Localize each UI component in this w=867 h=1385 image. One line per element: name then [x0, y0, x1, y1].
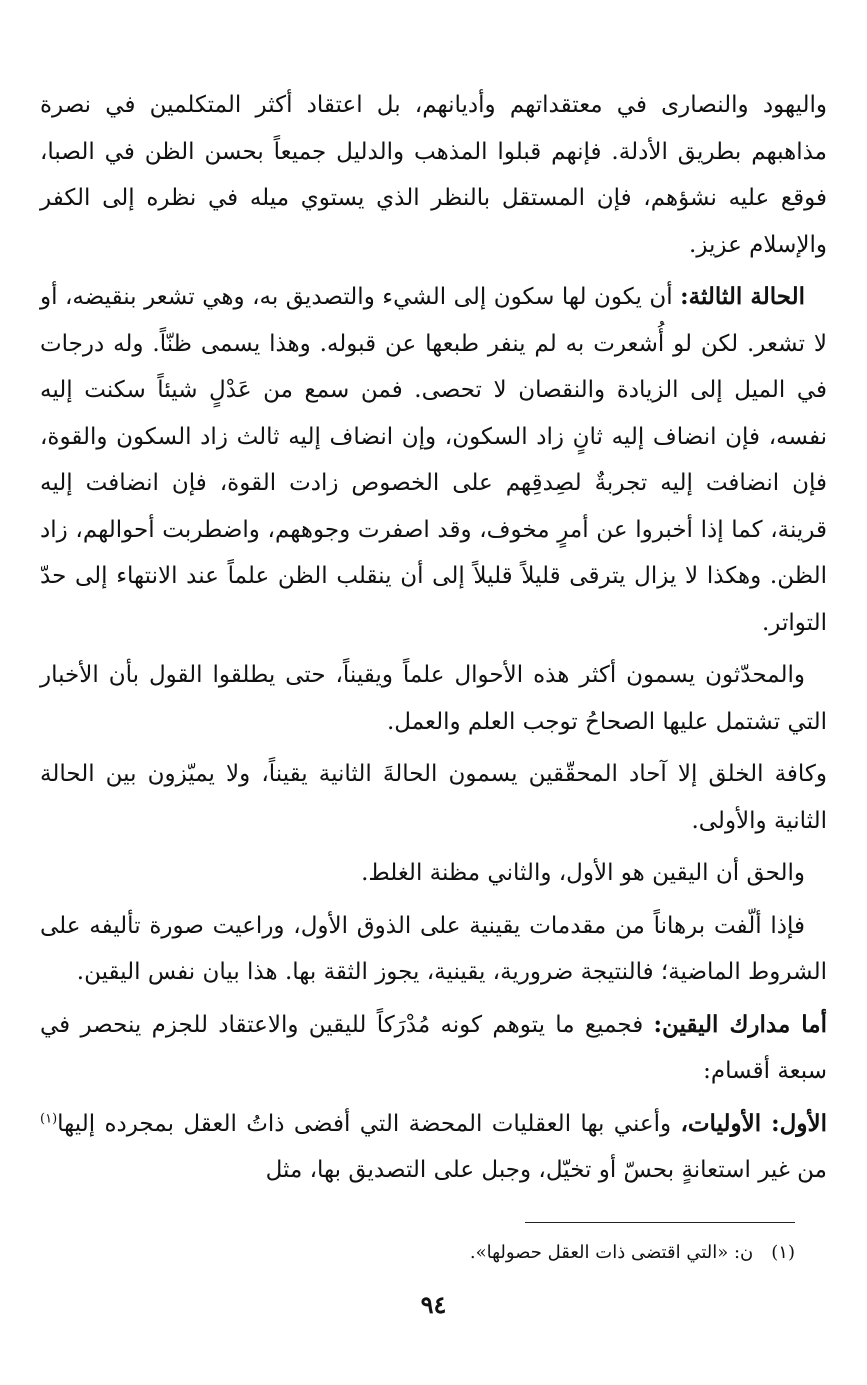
paragraph-1-text: واليهود والنصارى في معتقداتهم وأديانهم، بل اعتقاد أكثر المتكلمين في نصرة مذاهبهم بطريق الأدلة. فإنهم قبلوا المذهب والدليل جميعاً بحسن الظن في الصبا، فوقع عليه نشؤهم، فإن المستقل بالنظر الذي يستوي ميله في نظره إلى الكفر والإسلام عزيز.	[40, 92, 827, 258]
paragraph-7-lead: أما مدارك اليقين:	[653, 1010, 827, 1038]
paragraph-1	[40, 82, 827, 268]
paragraph-8-lead: الأول: الأوليات،	[680, 1109, 827, 1137]
paragraph-5-text: والحق أن اليقين هو الأول، والثاني مظنة الغلط.	[361, 860, 805, 886]
paragraph-4	[40, 751, 827, 844]
body-text	[40, 82, 827, 1194]
paragraph-3	[40, 652, 827, 745]
paragraph-7-text: فجميع ما يتوهم كونه مُدْرَكاً لليقين والاعتقاد للجزم ينحصر في سبعة أقسام:	[40, 1011, 827, 1084]
footnote-number: (١)	[771, 1242, 795, 1263]
footnote	[35, 1238, 795, 1268]
paragraph-2-text: أن يكون لها سكون إلى الشيء والتصديق به، وهي تشعر بنقيضه، أو لا تشعر. لكن لو أُشعرت به لم ينفر طبعها عن قبوله. وهذا يسمى ظنّاً. وله درجات في الميل إلى الزيادة والنقصان لا تحصى. فمن سمع من عَدْلٍ شيئاً سكنت إليه نفسه، فإن انضاف إليه ثانٍ زاد السكون، وإن انضاف إليه ثالث زاد السكون والقوة، فإن انضافت إليه تجربةٌ لصِدقِهم على الخصوص زادت القوة، فإن انضافت إليه قرينة، كما إذا أخبروا عن أمرٍ مخوف، وقد اصفرت وجوههم، واضطربت أحوالهم، زاد الظن. وهكذا لا يزال يترقى قليلاً قليلاً إلى أن ينقلب الظن علماً عند الانتهاء إلى حدّ التواتر.	[40, 284, 827, 636]
page-number: ٩٤	[420, 1290, 447, 1319]
paragraph-2	[40, 274, 827, 646]
paragraph-8-text-after: من غير استعانةٍ بحسّ أو تخيّل، وجبل على التصديق بها، مثل	[265, 1157, 827, 1183]
paragraph-4-text: وكافة الخلق إلا آحاد المحقّقين يسمون الحالةَ الثانية يقيناً، ولا يميّزون بين الحالة الثانية والأولى.	[40, 761, 827, 834]
footnote-text: ن: «التي اقتضى ذات العقل حصولها».	[469, 1242, 754, 1263]
paragraph-2-lead: الحالة الثالثة:	[680, 283, 806, 310]
footnote-reference[interactable]: (١)	[40, 1110, 58, 1126]
paragraph-8-text-before: وأعني بها العقليات المحضة التي أفضى ذاتُ العقل بمجرده إليها	[57, 1110, 681, 1137]
paragraph-5	[40, 850, 827, 897]
paragraph-6-text: فإذا ألّفت برهاناً من مقدمات يقينية على الذوق الأول، وراعيت صورة تأليفه على الشروط الماضية؛ فالنتيجة ضرورية، يقينية، يجوز الثقة بها. هذا بيان نفس اليقين.	[40, 912, 827, 985]
paragraph-8	[40, 1101, 827, 1194]
paragraph-3-text: والمحدّثون يسمون أكثر هذه الأحوال علماً ويقيناً، حتى يطلقوا القول بأن الأخبار التي تشتمل عليها الصحاحُ توجب العلم والعمل.	[40, 662, 827, 735]
paragraph-7	[40, 1002, 827, 1095]
footnote-divider	[525, 1222, 795, 1223]
paragraph-6	[40, 903, 827, 996]
